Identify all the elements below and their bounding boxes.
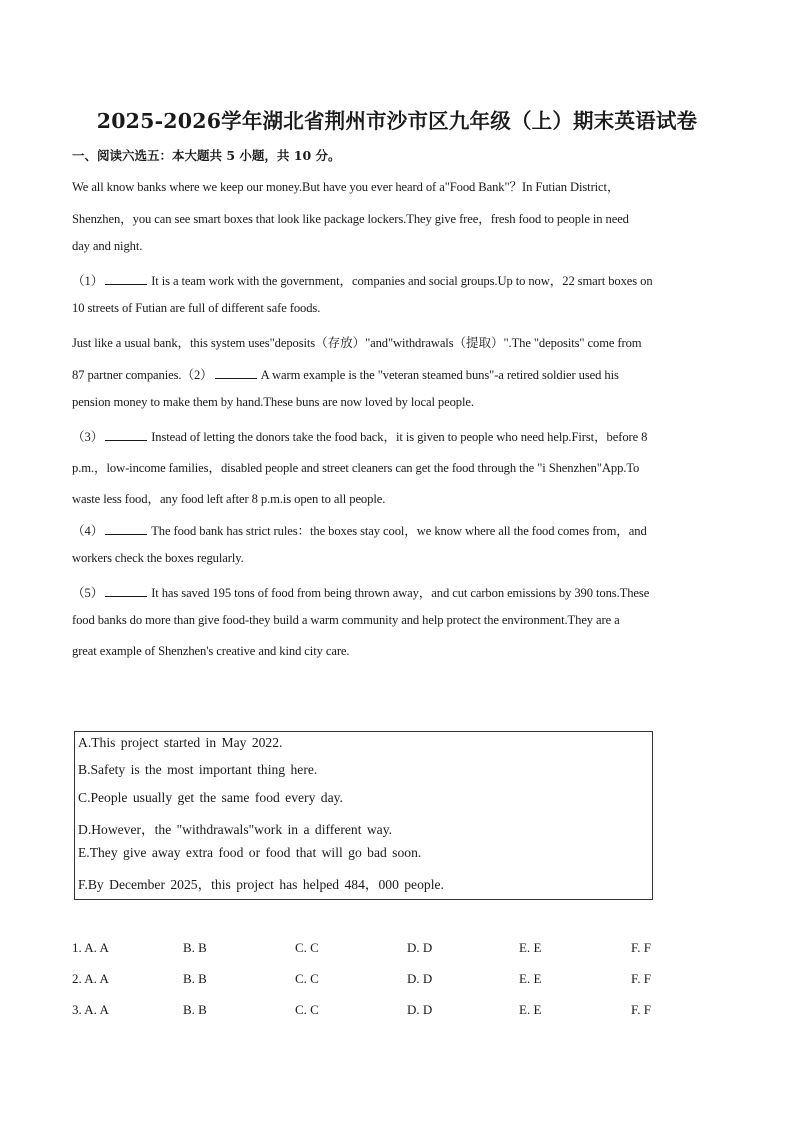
choice-d[interactable]: D. D — [407, 940, 433, 955]
choice-a[interactable]: 3. A. A — [72, 1002, 109, 1017]
choice-b[interactable]: B. B — [183, 1002, 207, 1017]
choice-e[interactable]: E. E — [519, 940, 542, 955]
passage-line — [72, 270, 724, 289]
choice-f[interactable]: F. F — [631, 940, 651, 955]
passage-text: A warm example is the "veteran steamed buns"-a retired soldier used his — [260, 368, 619, 382]
passage-text: It is a team work with the government，companies and social groups.Up to now，22 smart boxes on — [151, 274, 653, 288]
choice-a[interactable]: 1. A. A — [72, 940, 109, 955]
question-number: （4） — [72, 524, 104, 538]
option-b: B.Safety is the most important thing here. — [78, 762, 318, 777]
passage-line: day and night. — [72, 239, 143, 253]
passage-text: It has saved 195 tons of food from being thrown away，and cut carbon emissions by 390 tons.These — [151, 586, 650, 600]
passage-text: 87 partner companies.（2） — [72, 368, 213, 382]
option-a: A.This project started in May 2022. — [78, 735, 283, 750]
answer-blank[interactable] — [105, 274, 147, 285]
option-c: C.People usually get the same food every day. — [78, 790, 343, 805]
section-heading: 一、阅读六选五：本大题共 5 小题，共 10 分。 — [72, 148, 341, 163]
answer-blank[interactable] — [215, 368, 257, 379]
passage-line: waste less food，any food left after 8 p.m.is open to all people. — [72, 492, 386, 506]
question-number: （1） — [72, 274, 104, 288]
choice-d[interactable]: D. D — [407, 971, 433, 986]
passage-line: 10 streets of Futian are full of different safe foods. — [72, 301, 321, 315]
options-box — [74, 731, 653, 900]
question-number: （5） — [72, 586, 104, 600]
passage-line: great example of Shenzhen's creative and kind city care. — [72, 644, 350, 658]
passage-line: Just like a usual bank，this system uses"deposits（存放）"and"withdrawals（提取）".The "deposits" come from — [72, 336, 642, 350]
answer-blank[interactable] — [105, 524, 147, 535]
answer-row-2 — [72, 971, 692, 989]
passage-line — [72, 582, 724, 601]
choice-e[interactable]: E. E — [519, 1002, 542, 1017]
choice-c[interactable]: C. C — [295, 940, 319, 955]
choice-d[interactable]: D. D — [407, 1002, 433, 1017]
passage-line: food banks do more than give food-they build a warm community and help protect the environment.They are a — [72, 613, 620, 627]
option-f: F.By December 2025，this project has helped 484，000 people. — [78, 877, 444, 892]
choice-a[interactable]: 2. A. A — [72, 971, 109, 986]
passage-line: p.m.，low-income families，disabled people and street cleaners can get the food through the "i Shenzhen"App.To — [72, 461, 640, 475]
passage-line: workers check the boxes regularly. — [72, 551, 244, 565]
choice-b[interactable]: B. B — [183, 971, 207, 986]
answer-blank[interactable] — [105, 586, 147, 597]
page-title: 2025-2026学年湖北省荆州市沙市区九年级（上）期末英语试卷 — [96, 109, 698, 133]
passage-line: Shenzhen，you can see smart boxes that look like package lockers.They give free，fresh food to people in need — [72, 212, 629, 226]
choice-c[interactable]: C. C — [295, 971, 319, 986]
passage-line — [72, 520, 724, 539]
choice-b[interactable]: B. B — [183, 940, 207, 955]
passage-text: The food bank has strict rules：the boxes stay cool，we know where all the food comes from，and — [151, 524, 647, 538]
question-number: （3） — [72, 430, 104, 444]
choice-e[interactable]: E. E — [519, 971, 542, 986]
passage-line — [72, 426, 724, 445]
passage-text: Instead of letting the donors take the food back，it is given to people who need help.First，before 8 — [151, 430, 648, 444]
option-e: E.They give away extra food or food that will go bad soon. — [78, 845, 422, 860]
answer-row-3 — [72, 1002, 692, 1020]
answer-blank[interactable] — [105, 430, 147, 441]
choice-c[interactable]: C. C — [295, 1002, 319, 1017]
choice-f[interactable]: F. F — [631, 1002, 651, 1017]
answer-row-1 — [72, 940, 692, 958]
option-d: D.However，the "withdrawals"work in a different way. — [78, 822, 393, 837]
passage-line: We all know banks where we keep our money.But have you ever heard of a"Food Bank"？In Futian District， — [72, 180, 620, 194]
passage-line — [72, 364, 724, 383]
passage-line: pension money to make them by hand.These buns are now loved by local people. — [72, 395, 474, 409]
choice-f[interactable]: F. F — [631, 971, 651, 986]
